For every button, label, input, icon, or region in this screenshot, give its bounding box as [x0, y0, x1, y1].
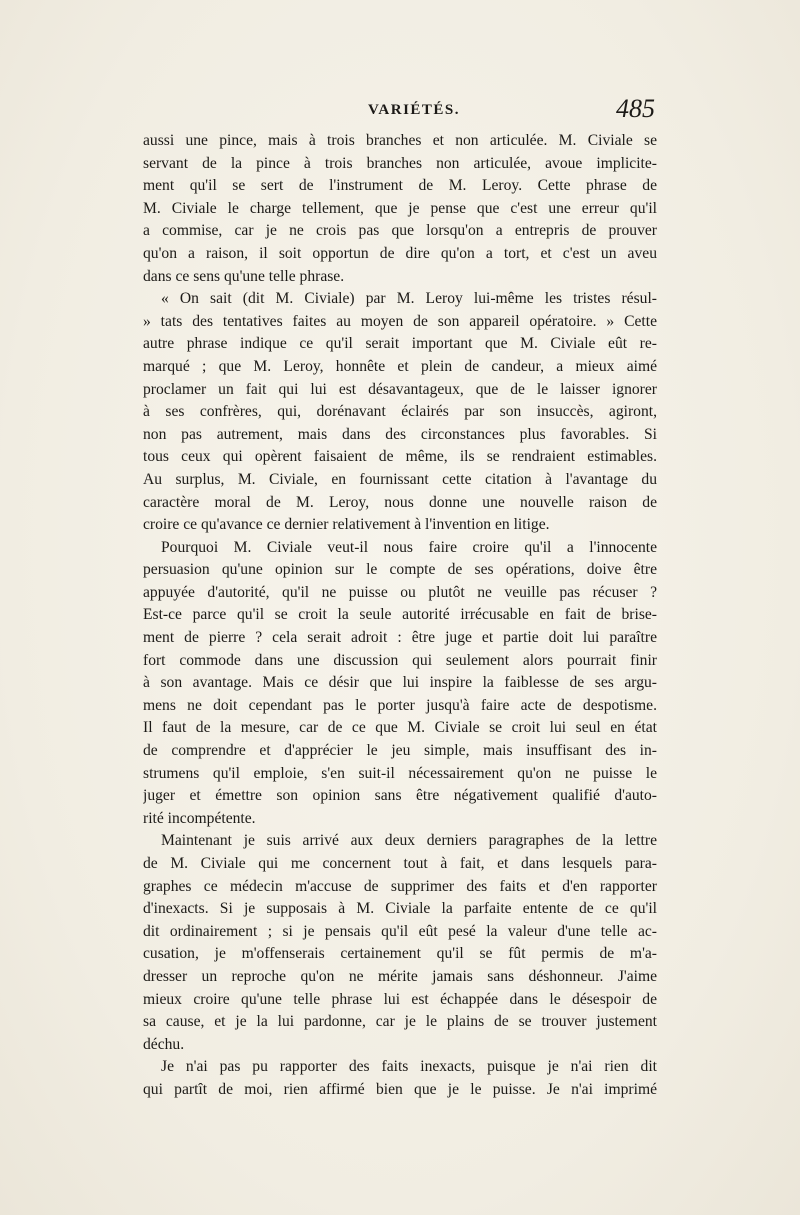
- text-line: de comprendre et d'apprécier le jeu simple, mais insuffisant des in-: [143, 742, 657, 760]
- text-line: dresser un reproche qu'on ne mérite jamais sans déshonneur. J'aime: [143, 967, 657, 985]
- text-line: sa cause, et je la lui pardonne, car je le plains de se trouver justement: [143, 1013, 657, 1031]
- text-line: croire ce qu'avance ce dernier relativement à l'invention en litige.: [143, 516, 550, 534]
- text-line: qui partît de moi, rien affirmé bien que je le puisse. Je n'ai imprimé: [143, 1080, 657, 1098]
- text-line: mieux croire qu'une telle phrase lui est échappée dans le désespoir de: [143, 990, 657, 1008]
- text-line: aussi une pince, mais à trois branches et non articulée. M. Civiale se: [143, 132, 657, 149]
- text-line: ment qu'il se sert de l'instrument de M. Leroy. Cette phrase de: [143, 177, 657, 195]
- text-line: déchu.: [143, 1035, 185, 1053]
- text-line: a commise, car je ne crois pas que lorsqu'on a entrepris de prouver: [143, 222, 657, 240]
- text-line: Je n'ai pas pu rapporter des faits inexacts, puisque je n'ai rien dit: [161, 1058, 657, 1076]
- body-text: [143, 130, 657, 1102]
- text-line: fort commode dans une discussion qui seulement alors pourrait finir: [143, 651, 657, 669]
- page-number: 485: [616, 94, 655, 123]
- text-line: tous ceux qui opèrent faisaient de même, ils se rendraient estimables.: [143, 448, 657, 466]
- text-line: autre phrase indique ce qu'il serait important que M. Civiale eût re-: [143, 335, 657, 353]
- text-line: proclamer un fait qui lui est désavantageux, que de le laisser ignorer: [143, 380, 657, 398]
- text-line: d'inexacts. Si je supposais à M. Civiale la parfaite entente de ce qu'il: [143, 900, 657, 918]
- text-line: marqué ; que M. Leroy, honnête et plein de candeur, a mieux aimé: [143, 357, 657, 375]
- text-line: Il faut de la mesure, car de ce que M. Civiale se croit lui seul en état: [143, 719, 657, 737]
- text-line: graphes ce médecin m'accuse de supprimer des faits et d'en rapporter: [143, 877, 657, 895]
- page-header: [143, 94, 657, 128]
- running-title: VARIÉTÉS.: [368, 102, 461, 118]
- text-line: appuyée d'autorité, qu'il ne puisse ou plutôt ne veuille pas récuser ?: [143, 583, 657, 601]
- text-line: Pourquoi M. Civiale veut-il nous faire croire qu'il a l'innocente: [161, 538, 657, 556]
- text-line: persuasion qu'une opinion sur le compte de ses opérations, doive être: [143, 561, 657, 579]
- text-line: dans ce sens qu'une telle phrase.: [143, 267, 345, 285]
- text-line: cusation, je m'offenserais certainement qu'il se fût permis de m'a-: [143, 945, 657, 963]
- text-line: » tats des tentatives faites au moyen de son appareil opératoire. » Cette: [143, 312, 657, 330]
- text-line: « On sait (dit M. Civiale) par M. Leroy lui-même les tristes résul-: [161, 290, 657, 308]
- text-line: à son avantage. Mais ce désir que lui inspire la faiblesse de ses argu-: [143, 674, 657, 692]
- text-line: strumens qu'il emploie, s'en suit-il nécessairement qu'on ne puisse le: [143, 764, 657, 782]
- text-line: dit ordinairement ; si je pensais qu'il eût pesé la valeur d'une telle ac-: [143, 922, 657, 940]
- text-line: Maintenant je suis arrivé aux deux derniers paragraphes de la lettre: [161, 832, 657, 850]
- text-line: ment de pierre ? cela serait adroit : être juge et partie doit lui paraître: [143, 629, 657, 647]
- text-line: caractère moral de M. Leroy, nous donne une nouvelle raison de: [143, 493, 657, 511]
- text-line: juger et émettre son opinion sans être négativement qualifié d'auto-: [143, 787, 657, 805]
- text-line: de M. Civiale qui me concernent tout à fait, et dans lesquels para-: [143, 855, 657, 872]
- text-line: qu'on a raison, il soit opportun de dire qu'on a tort, et c'est un aveu: [143, 244, 657, 262]
- text-line: rité incompétente.: [143, 809, 256, 827]
- text-line: M. Civiale le charge tellement, que je pense que c'est une erreur qu'il: [143, 199, 657, 217]
- text-line: à ses confrères, qui, dorénavant éclairés par son insuccès, agiront,: [143, 403, 657, 421]
- text-line: mens ne doit cependant pas le porter jusqu'à faire acte de despotisme.: [143, 696, 657, 714]
- text-line: Est-ce parce qu'il se croit la seule autorité irrécusable en fait de brise-: [143, 606, 657, 624]
- text-line: non pas autrement, mais dans des circonstances plus favorables. Si: [143, 425, 657, 443]
- text-line: servant de la pince à trois branches non articulée, avoue implicite-: [143, 154, 657, 172]
- text-line: Au surplus, M. Civiale, en fournissant cette citation à l'avantage du: [143, 470, 657, 488]
